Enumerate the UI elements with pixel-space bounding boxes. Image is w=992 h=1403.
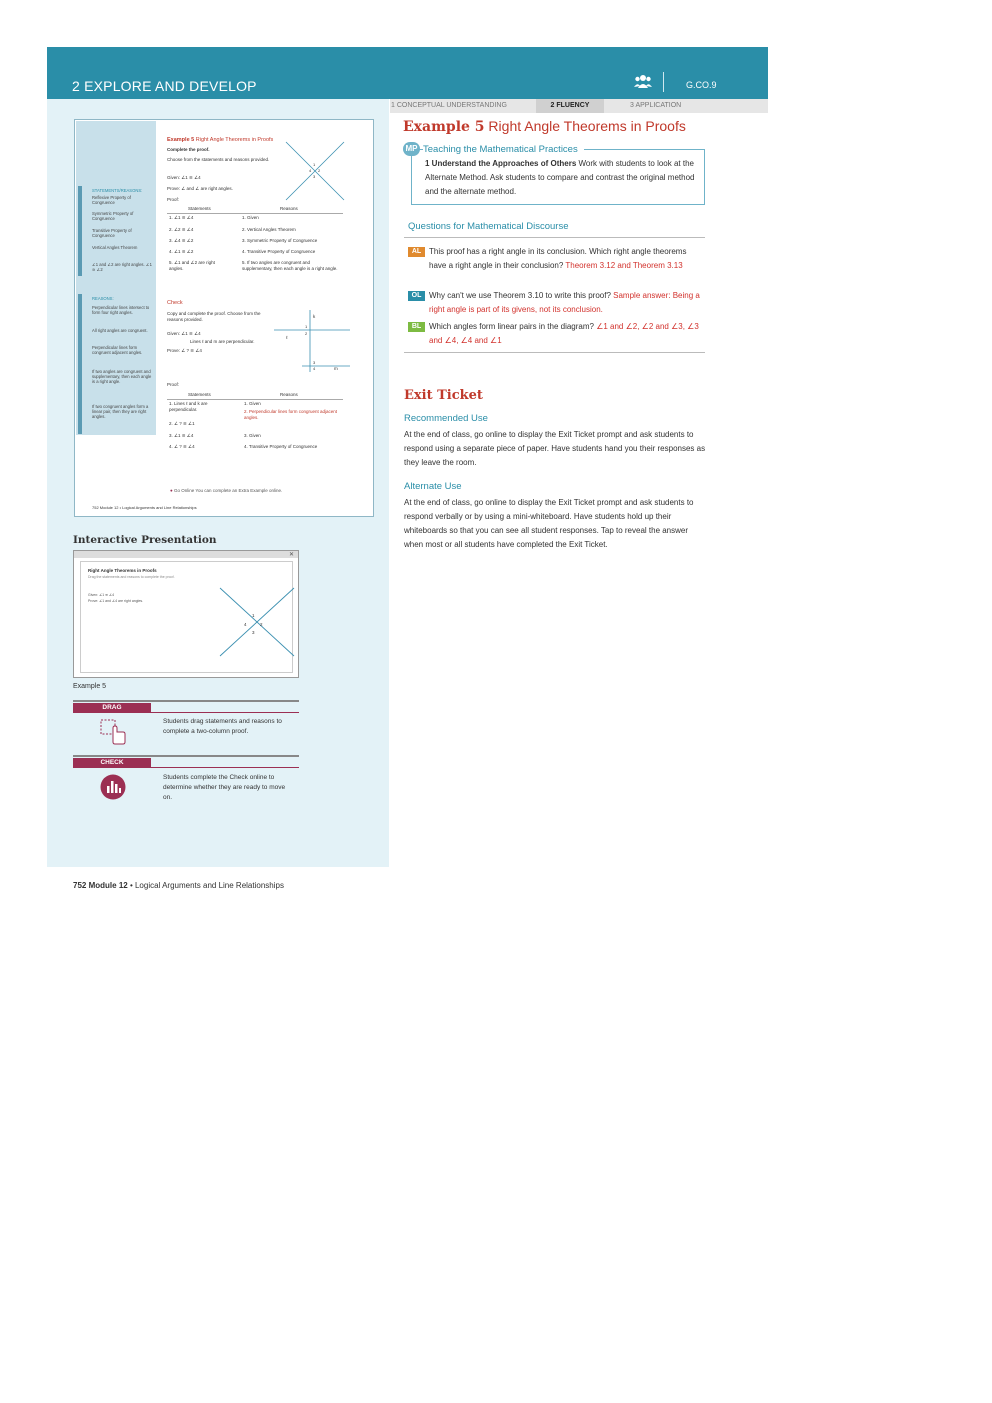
mp-badge: MP	[403, 142, 420, 156]
group-icon	[634, 73, 652, 89]
thumb-footer: 752 Module 12 • Logical Arguments and Line Relationships	[92, 505, 197, 510]
thumb-stmt: 4. ∠1 ≅ ∠2	[169, 249, 194, 254]
screen-given: Given: ∠1 ≅ ∠4	[88, 593, 115, 597]
thumb-check-stmt: 3. ∠1 ≅ ∠4	[169, 433, 194, 438]
alternate-use-text: At the end of class, go online to display the Exit Ticket prompt and ask students to respond verbally or by using a mini-whiteboard. Have students hold up their whiteboards so that you can see all student responses. Tap to reveal the answer when most or all students have completed the Exit Ticket.	[404, 498, 694, 549]
sidebar-item: All right angles are congruent.	[92, 328, 148, 333]
perpendicular-lines-diagram	[272, 308, 352, 374]
svg-text:2: 2	[305, 331, 308, 336]
svg-text:1: 1	[305, 324, 308, 329]
badge-rule	[151, 712, 299, 713]
bar-chart-icon	[100, 774, 126, 800]
progress-tabs	[390, 99, 768, 113]
svg-text:4: 4	[313, 366, 316, 371]
thumb-check-stmt: 2. ∠ ? ≅ ∠1	[169, 421, 195, 426]
question-ol: Why can't we use Theorem 3.10 to write this proof? Sample answer: Being a right angle is part of its givens, not its conclusion.	[429, 291, 700, 314]
thumb-go-online: ● Go Online You can complete an Extra Example online.	[170, 488, 283, 493]
page-footer: 752 Module 12 • Logical Arguments and Line Relationships	[73, 881, 284, 890]
alternate-use-title: Alternate Use	[404, 481, 462, 492]
thumb-check-col-statements: Statements	[188, 392, 211, 397]
svg-text:4: 4	[244, 622, 247, 627]
svg-text:4: 4	[309, 168, 312, 173]
screen-diagram	[216, 584, 300, 660]
svg-text:3: 3	[313, 174, 316, 179]
thumb-reason: 3. Symmetric Property of Congruence	[242, 238, 318, 243]
example-heading: Example 5 Right Angle Theorems in Proofs	[403, 118, 686, 135]
badge-rule	[151, 767, 299, 768]
table-rule	[167, 213, 343, 214]
tab-fluency: 2 FLUENCY	[536, 99, 604, 113]
sidebar-item: Reflexive Property of Congruence	[92, 195, 131, 205]
page-sidebar	[76, 121, 156, 435]
standard-code: G.CO.9	[686, 80, 717, 90]
svg-text:1: 1	[313, 162, 316, 167]
thumb-reason: 2. Vertical Angles Theorem	[242, 227, 296, 232]
thumb-check-prove: Prove: ∠ ? ≅ ∠4	[167, 348, 202, 353]
sidebar-item: Perpendicular lines form congruent adjacent angles.	[92, 345, 143, 355]
divider	[73, 755, 299, 757]
thumb-choose: Choose from the statements and reasons provided.	[167, 157, 270, 162]
thumb-example-title: Example 5 Right Angle Theorems in Proofs	[167, 137, 274, 143]
recommended-use-text: At the end of class, go online to display the Exit Ticket prompt and ask students to respond using a separate piece of paper. Have students hand you their responses as they leave the room.	[404, 430, 706, 467]
thumb-check-reason: 3. Given	[244, 433, 261, 438]
thumb-prove: Prove: ∠ and ∠ are right angles.	[167, 186, 233, 191]
thumb-check-stmt: 1. Lines ℓ and k are perpendicular.	[169, 401, 208, 412]
thumb-check-reason: 1. Given	[244, 401, 261, 406]
svg-text:1: 1	[252, 613, 255, 618]
example-caption: Example 5	[73, 683, 107, 690]
presentation-titlebar	[74, 551, 298, 558]
svg-text:3: 3	[252, 630, 255, 635]
svg-text:k: k	[313, 314, 316, 319]
tab-conceptual: 1 CONCEPTUAL UNDERSTANDING	[391, 102, 507, 109]
rule	[404, 352, 705, 353]
sidebar-accent	[78, 294, 82, 434]
thumb-check-col-reasons: Reasons	[280, 392, 298, 397]
svg-text:2: 2	[260, 622, 263, 627]
thumb-stmt: 3. ∠4 ≅ ∠2	[169, 238, 194, 243]
drag-badge: DRAG	[73, 703, 151, 713]
drag-hand-icon	[99, 718, 129, 746]
discourse-title: Questions for Mathematical Discourse	[408, 221, 569, 232]
check-badge: CHECK	[73, 758, 151, 768]
question-al: This proof has a right angle in its conclusion. Which right angle theorems have a right angle in their conclusion? Theorem 3.12 and Theorem 3.13	[429, 247, 687, 270]
tab-application: 3 APPLICATION	[630, 102, 682, 109]
thumb-col-reasons: Reasons	[280, 206, 298, 211]
exit-ticket-title: Exit Ticket	[404, 388, 483, 403]
thumb-instruction: Complete the proof.	[167, 147, 210, 152]
section-title: 2 EXPLORE AND DEVELOP	[72, 78, 257, 94]
sidebar-heading: REASONS:	[92, 296, 114, 301]
svg-text:m: m	[334, 366, 338, 371]
sidebar-item: Transitive Property of Congruence	[92, 228, 132, 238]
thumb-check-answer: 2. Perpendicular lines form congruent adjacent angles.	[244, 409, 338, 420]
thumb-check-reason: 4. Transitive Property of Congruence	[244, 444, 318, 449]
thumb-given: Given: ∠1 ≅ ∠4	[167, 175, 201, 180]
thumb-check-title: Check	[167, 300, 183, 306]
screen-prove: Prove: ∠1 and ∠4 are right angles.	[88, 599, 144, 603]
screen-title: Right Angle Theorems in Proofs	[88, 568, 157, 573]
divider	[73, 700, 299, 702]
thumb-reason: 1. Given	[242, 215, 259, 220]
interactive-presentation-title: Interactive Presentation	[73, 534, 217, 546]
sidebar-item: ∠1 and ∠2 are right angles. ∠1 ≅ ∠2	[92, 262, 152, 272]
sidebar-heading: STATEMENTS/REASONS:	[92, 188, 143, 193]
thumb-stmt: 2. ∠2 ≅ ∠4	[169, 227, 194, 232]
svg-text:ℓ: ℓ	[286, 335, 288, 340]
thumb-check-given: Given: ∠1 ≅ ∠4	[167, 331, 201, 336]
svg-text:3: 3	[313, 360, 316, 365]
header-divider	[663, 72, 664, 92]
mp-text: 1 Understand the Approaches of Others Work with students to look at the Alternate Method. Ask students to compare and contrast the original method and the alternate method.	[425, 159, 695, 196]
sidebar-accent	[78, 186, 82, 276]
question-bl: Which angles form linear pairs in the diagram? ∠1 and ∠2, ∠2 and ∠3, ∠3 and ∠4, ∠4 and ∠1	[429, 322, 699, 345]
thumb-stmt: 1. ∠1 ≅ ∠4	[169, 215, 194, 220]
recommended-use-title: Recommended Use	[404, 413, 488, 424]
thumb-check-stmt: 4. ∠ ? ≅ ∠4	[169, 444, 195, 449]
badge-ol: OL	[408, 291, 425, 301]
check-description: Students complete the Check online to determine whether they are ready to move on.	[163, 774, 286, 801]
thumb-check-given2: Lines ℓ and m are perpendicular.	[190, 339, 255, 344]
sidebar-item: If two angles are congruent and supplementary, then each angle is a right angle.	[92, 369, 152, 384]
rule	[404, 237, 705, 238]
sidebar-item: Vertical Angles Theorem	[92, 245, 138, 250]
sidebar-item: If two congruent angles form a linear pair, then they are right angles.	[92, 404, 149, 419]
intersecting-lines-diagram	[280, 136, 350, 206]
mp-title: Teaching the Mathematical Practices	[423, 144, 584, 155]
thumb-check-text: Copy and complete the proof. Choose from the reasons provided.	[167, 311, 261, 322]
drag-description: Students drag statements and reasons to complete a two-column proof.	[163, 718, 282, 735]
thumb-col-statements: Statements	[188, 206, 211, 211]
close-icon[interactable]: ✕	[289, 552, 295, 558]
svg-text:2: 2	[318, 168, 321, 173]
thumb-stmt: 5. ∠1 and ∠2 are right angles.	[169, 260, 215, 271]
thumb-proof-label: Proof:	[167, 197, 180, 202]
sidebar-item: Perpendicular lines intersect to form four right angles.	[92, 305, 150, 315]
sidebar-item: Symmetric Property of Congruence	[92, 211, 134, 221]
thumb-check-proof: Proof:	[167, 382, 180, 387]
badge-al: AL	[408, 247, 425, 257]
thumb-reason: 5. If two angles are congruent and supplementary, then each angle is a right angle.	[242, 260, 338, 271]
thumb-reason: 4. Transitive Property of Congruence	[242, 249, 316, 254]
table-rule	[167, 399, 343, 400]
screen-subtitle: Drag the statements and reasons to complete the proof.	[88, 575, 175, 579]
badge-bl: BL	[408, 322, 425, 332]
